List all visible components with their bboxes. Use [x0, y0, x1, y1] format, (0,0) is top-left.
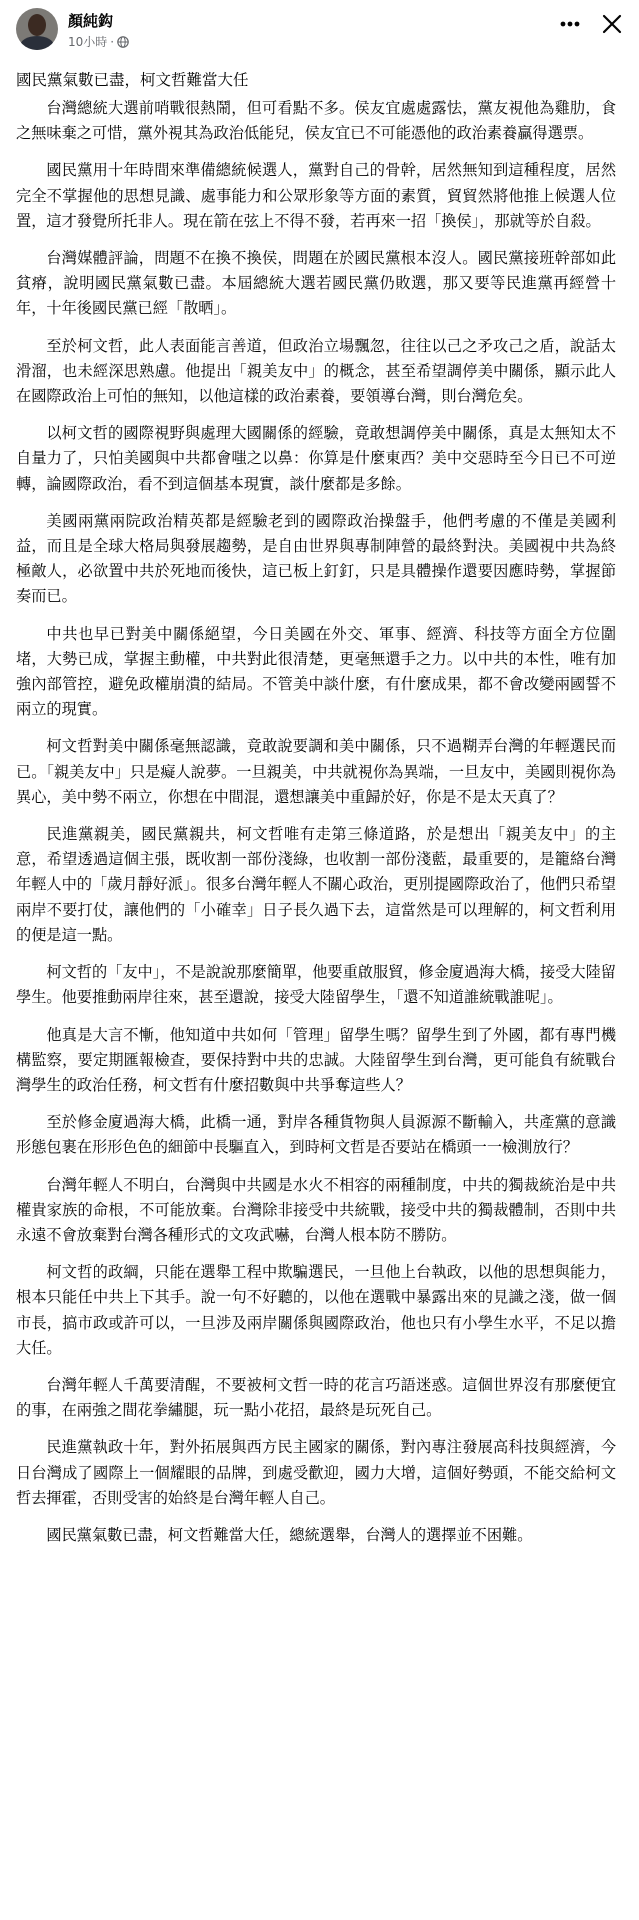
paragraph: 美國兩黨兩院政治精英都是經驗老到的國際政治操盤手，他們考慮的不僅是美國利益，而且是全球大格局與發展趨勢，是自由世界與專制陣營的最終對決。美國視中共為終極敵人，必欲置中共於死地而後快，這已板上釘釘，只是具體操作還要因應時勢，掌握節奏而已。	[16, 511, 616, 606]
author-name[interactable]: 顏純鈎	[68, 12, 114, 30]
paragraph: 至於柯文哲，此人表面能言善道，但政治立場飄忽，往往以己之矛攻己之盾，說話太滑溜，也未經深思熟慮。他提出「親美友中」的概念，甚至希望調停美中關係，顯示此人在國際政治上可怕的無知，以他這樣的政治素養，要領導台灣，則台灣危矣。	[16, 336, 616, 406]
paragraph: 他真是大言不慚，他知道中共如何「管理」留學生嗎？留學生到了外國，都有專門機構監察，要定期匯報檢查，要保持對中共的忠誠。大陸留學生到台灣，更可能負有統戰台灣學生的政治任務，柯文哲有什麼招數與中共爭奪這些人？	[16, 1025, 616, 1094]
close-button[interactable]	[596, 8, 628, 40]
paragraph: 台灣年輕人不明白，台灣與中共國是水火不相容的兩種制度，中共的獨裁統治是中共權貴家族的命根，不可能放棄。台灣除非接受中共統戰，接受中共的獨裁體制，否則中共永遠不會放棄對台灣各種形式的文攻武嚇，台灣人根本防不勝防。	[16, 1175, 616, 1244]
more-dots-icon	[560, 21, 580, 27]
paragraph: 以柯文哲的國際視野與處理大國關係的經驗，竟敢想調停美中關係，真是太無知太不自量力了，只怕美國與中共都會嗤之以鼻：你算是什麼東西？美中交惡時至今日已不可逆轉，論國際政治，看不到這個基本現實，談什麼都是多餘。	[16, 424, 616, 493]
paragraph: 國民黨氣數已盡，柯文哲難當大任，總統選舉，台灣人的選擇並不困難。	[46, 1525, 533, 1544]
meta-separator: ·	[110, 34, 115, 49]
close-icon	[602, 14, 622, 34]
post-body	[16, 96, 616, 1560]
more-options-button[interactable]	[554, 8, 586, 40]
globe-icon[interactable]	[117, 36, 129, 48]
paragraph: 柯文哲對美中關係毫無認識，竟敢說要調和美中關係，只不過糊弄台灣的年輕選民而已。「親美友中」只是癡人說夢。一旦親美，中共就視你為異端，一旦友中，美國則視你為異心，美中勢不兩立，你想在中間混，還想讓美中重歸於好，你是不是太天真了？	[16, 737, 616, 806]
paragraph: 台灣年輕人千萬要清醒，不要被柯文哲一時的花言巧語迷惑。這個世界沒有那麼便宜的事，在兩強之間花拳繡腿，玩一點小花招，最終是玩死自己。	[16, 1375, 616, 1420]
avatar[interactable]	[16, 8, 58, 50]
paragraph: 台灣媒體評論，問題不在換不換侯，問題在於國民黨根本沒人。國民黨接班幹部如此貧瘠，說明國民黨氣數已盡。本屆總統大選若國民黨仍敗選，那又要等民進黨再經營十年，十年後國民黨已經「散晒」。	[16, 249, 616, 318]
timestamp[interactable]: 10小時	[68, 35, 108, 49]
post-title: 國民黨氣數已盡，柯文哲難當大任	[16, 71, 249, 89]
paragraph: 台灣總統大選前哨戰很熱鬧，但可看點不多。侯友宜處處露怯，黨友視他為雞肋，食之無味棄之可惜，黨外視其為政治低能兒，侯友宜已不可能憑他的政治素養贏得選票。	[16, 99, 616, 143]
avatar-face	[28, 14, 46, 36]
paragraph: 柯文哲的政綱，只能在選舉工程中欺騙選民，一旦他上台執政，以他的思想與能力，根本只能任中共上下其手。說一句不好聽的，以他在選戰中暴露出來的見識之淺，做一個市長，搞市政或許可以，一旦涉及兩岸關係與國際政治，他也只有小學生水平，不足以擔大任。	[16, 1263, 616, 1357]
paragraph: 柯文哲的「友中」，不是說說那麼簡單，他要重啟服貿，修金廈過海大橋，接受大陸留學生。他要推動兩岸往來，甚至還說，接受大陸留學生，「還不知道誰統戰誰呢」。	[16, 963, 616, 1007]
paragraph: 民進黨執政十年，對外拓展與西方民主國家的關係，對內專注發展高科技與經濟，今日台灣成了國際上一個耀眼的品牌，到處受歡迎，國力大增，這個好勢頭，不能交給柯文哲去揮霍，否則受害的始終是台灣年輕人自己。	[16, 1438, 616, 1507]
post-meta	[68, 33, 129, 50]
avatar-shirt	[20, 36, 54, 50]
paragraph: 至於修金廈過海大橋，此橋一通，對岸各種貨物與人員源源不斷輸入，共產黨的意識形態包裹在形形色色的細節中長驅直入，到時柯文哲是否要站在橋頭一一檢測放行？	[16, 1113, 616, 1157]
post-header	[0, 0, 639, 68]
paragraph: 民進黨親美，國民黨親共，柯文哲唯有走第三條道路，於是想出「親美友中」的主意，希望透過這個主張，既收割一部份淺綠，也收割一部份淺藍，最重要的，是籠絡台灣年輕人中的「歲月靜好派」。很多台灣年輕人不關心政治，更別提國際政治了，他們只希望兩岸不要打仗，讓他們的「小確幸」日子長久過下去，這當然是可以理解的，柯文哲利用的便是這一點。	[16, 825, 616, 944]
paragraph: 中共也早已對美中關係絕望，今日美國在外交、軍事、經濟、科技等方面全方位圍堵，大勢已成，掌握主動權，中共對此很清楚，更毫無還手之力。以中共的本性，唯有加強內部管控，避免政權崩潰的結局。不管美中談什麼，有什麼成果，都不會改變兩國誓不兩立的現實。	[16, 624, 616, 719]
paragraph: 國民黨用十年時間來準備總統候選人，黨對自己的骨幹，居然無知到這種程度，居然完全不掌握他的思想見識、處事能力和公眾形象等方面的素質，貿貿然將他推上候選人位置，這才發覺所托非人。現在箭在弦上不得不發，若再來一招「換侯」，那就等於自殺。	[16, 161, 616, 230]
